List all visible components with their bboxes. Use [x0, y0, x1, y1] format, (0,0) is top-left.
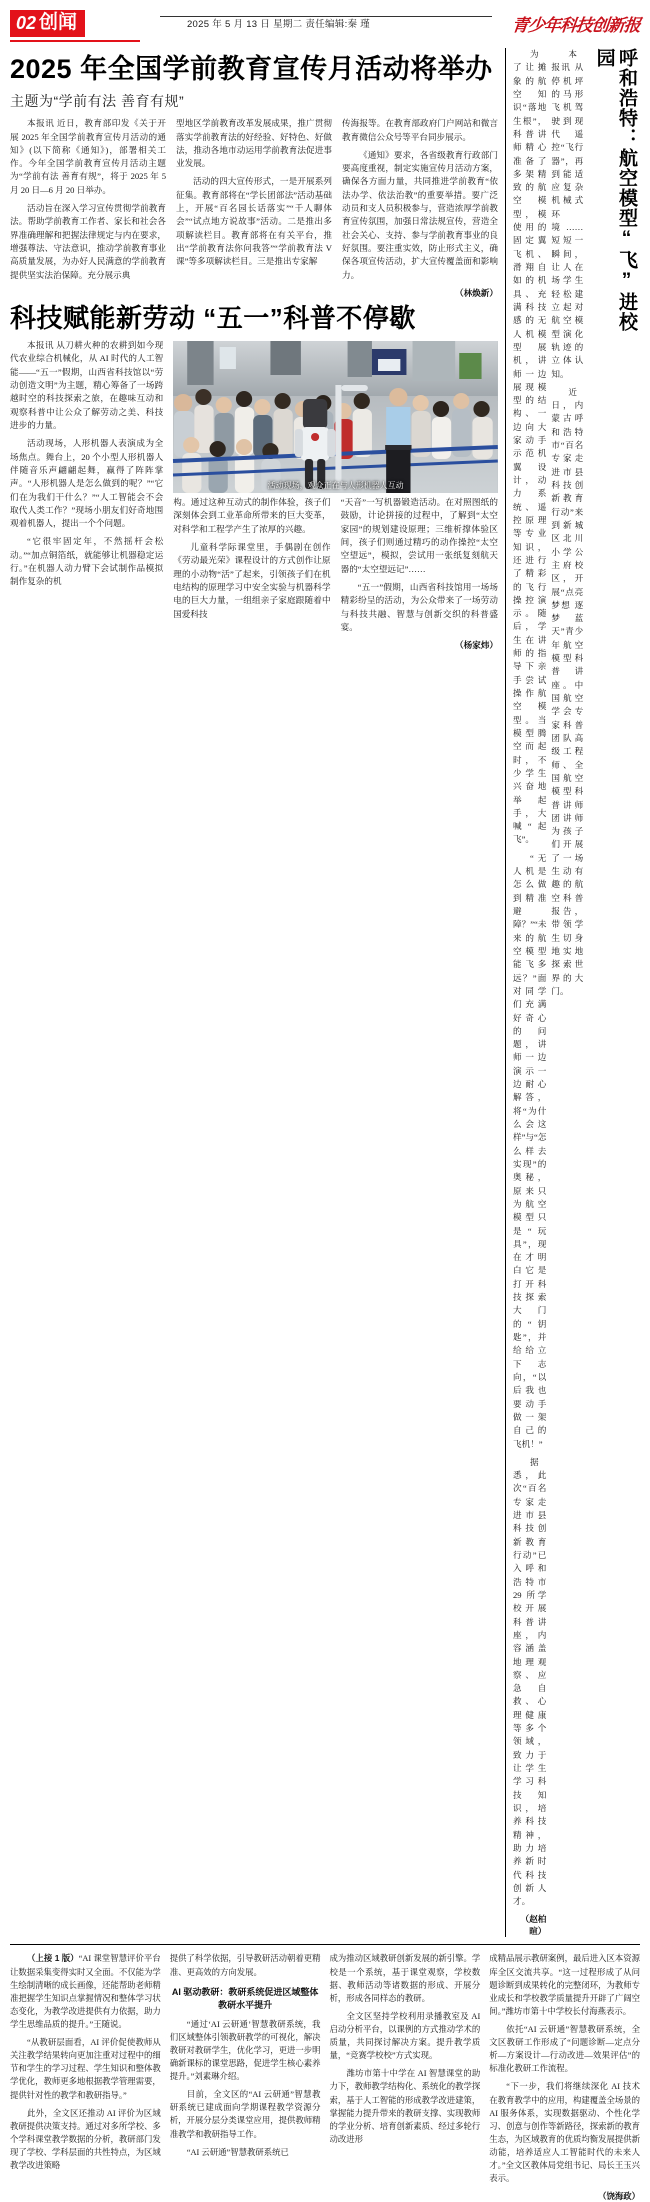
article3 — [513, 48, 637, 1937]
paragraph: 本报讯 从停机坪的马形 飞机驾驶到现代遥控“飞行器”，再到能适应复杂机械式环境……短短一瞬间，让人在场学生轻松建立起对航空模型演化轨迹的立体认知。 — [551, 49, 584, 379]
paragraph: 活动现场，人形机器人表演成为全场焦点。舞台上，20 个小型人形机器人伴随音乐声翩翩起舞，赢得了阵阵掌声。“人形机器人是怎么做到的呢？”“它们在为我们干什么？”“人工智能会不会取代人类工作？”现场小朋友们好奇地围观着机器人，提出一个个问题。 — [10, 438, 164, 529]
article3-vertical-headline: 呼和浩特：航空模型“飞”进校园 — [593, 48, 637, 332]
paragraph: 全文区坚持学校利用录播教室及 AI 启动分析平台，以课例的方式推动学术的质量，共同探讨解决方案。提升教学质量，“竞赛学校校”方式实现。 — [329, 2011, 481, 2061]
paragraph: 提供了科学依据，引导教研活动朝着更精准、更高效的方向发展。 — [169, 1954, 321, 1977]
bottom-subhead: AI 驱动教研：教研系统促进区域整体教研水平提升 — [171, 1986, 319, 2011]
article2-col2 — [173, 496, 330, 651]
paragraph: 依托“AI 云研通”智慧教研系统，全文区教研工作形成了“问题诊断—定点分析—方案设计—行动改进—效果评估”的标准化教研工作流程。 — [489, 2024, 640, 2074]
article3-col2 — [513, 48, 546, 1937]
newspaper-brand-logo: 青少年科技创新报 — [510, 15, 641, 35]
paragraph: 传海报等。在教育部政府门户网站和微言教育微信公众号等平台同步展示。 — [342, 118, 498, 142]
paragraph: 型地区学前教育改革发展成果，推广贯彻落实学前教育法的好经验、好特色、好做法，推动各地市动运用学前教育法促进事业发展。 — [176, 118, 332, 169]
article1-columns — [10, 117, 498, 299]
paragraph: 目前，全文区的“AI 云研通”智慧教研系统已建成面向学期课程教学资源分析，开展分层分类课堂应用，提供教师精准教学和教研指导工作。 — [169, 2090, 321, 2139]
paragraph: 活动旨在深入学习宣传贯彻学前教育法。帮助学前教育工作者、家长和社会各界准确理解和把握法律规定与内在要求，增强尊法、守法意识，推动学前教育事业高质量发展，为办好人民满意的学前教育提供坚实法治保障。充分展示典 — [10, 203, 166, 280]
paragraph: 据悉，此次“百名专家走进市县科技创新教育行动”已入呼和浩特市 29 所学校开展科普讲座，内容涵盖地理观察、应急自救、心理健康等多个领域，致力于让学生学习科技知识，培养科技精神，助力培养新时代科技创新人才。 — [513, 1456, 547, 1907]
paragraph: “无人机是怎么做到精准避障？”“未来的航空模型能飞多远？”面对同学们充满好奇心的问题，讲师一边演示一边耐心解答，将“为什么会这样”与“怎么样去实现”的奥秘，原来只为航空模型只是“玩具”，现在才明白它是打开科技探索大门的“钥匙”，并给给立下志向，“以后我也要动手做一架自己的飞机！” — [513, 852, 547, 1449]
paragraph: 近日，内蒙古呼和浩特市“百名专家走进市县科技创新教育行动”来到新城区北川小学公主府校区，开展“点亮梦想 逐梦蓝天”青少年航空模型科普讲座。中国航空学会专家科普团队高级工程师、全国航空模型科普讲师团讲师为孩子们开展了一场生动有趣的航空科普报告，带领学生切身地实地探索世界的大门。 — [551, 386, 584, 996]
page-folio — [10, 10, 85, 37]
dateline: 2025 年 5 月 13 日 星期二 责任编辑:秦 瑾 — [186, 19, 371, 30]
paragraph: “通过‘AI 云研通’智慧教研系统，我们区域整体引领教研教学的可视化，解决教研对教研学生，优化学习，更进一步明确新课标的课堂思路，促进学生核心素养提升。”刘素琳介绍。 — [169, 2019, 321, 2082]
article1-col1 — [10, 117, 166, 299]
article1-col3 — [342, 117, 498, 299]
paragraph: 儿童科学际课堂里，手偶剧在创作《劳动最光荣》课程设计的方式创作让原理的小动物“活”了起来，引领孩子们在机电结构的原理学习中安全实验与机器科学电的巨大力量，一组组亲子家庭跟随着中国爱科技 — [173, 542, 331, 619]
article1-subhead: 主题为“学前有法 善育有规” — [10, 93, 185, 110]
page-body — [10, 48, 640, 1937]
paragraph: 此外，全文区还推动 AI 评价为区域教研提供决策支持。通过对多所学校、多个学科课堂教学数据的分析，教研部门发现了学校、学科层面的共性特点，为区域教学改进策略 — [10, 2108, 161, 2171]
paragraph: 为了让摊象的航空知识“落地生根”，科普讲师精心准备了多架精致的航空模型，模使用的固定翼飞机、滑翔自如的机具、充满科技感的无人机模型展机，讲师一边展现模型的结构、一边向大家动手示范机翼设计，动力系统、遥控原理等专业知识，还进行了精彩的飞行操控演示。随后，学生在讲师的指导下亲手尝试操作航空模型。当模型腾空而起时，不少学生兴奋地举起手，大喊“起飞”。 — [513, 49, 547, 845]
pickup-label: （上接 1 版） — [27, 1953, 79, 1964]
paragraph: “它很牢固定年，不然摇杆会松动。”“加点铜箔纸，就能够让机器稳定运行。”在机器人动力臂下会试制作品模拟制作复杂的机 — [10, 536, 164, 587]
paragraph: 潍坊市第十中学在 AI 智慧课堂的助力下，教师教学结构化、系统化的教学探索，基于人工智能的形成教学改进建策，掌握能力提升带来的教研支撑、实现教师的学业分析、培育创新素质、经过多轮行动改进形 — [329, 2069, 481, 2144]
article2-col3 — [341, 496, 498, 651]
paragraph: 《通知》要求，各省级教育行政部门要高度重视，制定实施宣传月活动方案，确保各方面力量，共同推进学前教育“依法办学、依法治教”的重要举措。要广泛动员和支人员积极参与，营造浓厚学前教育宣传氛围，加强日常法规宣传，营造全社会关心、支持、参与学前教育事业的良好氛围。要注重实效，防止形式主义，确保各项宣传活动，扩大宣传覆盖面和影响力。 — [342, 149, 498, 280]
article2-col1 — [10, 339, 163, 651]
section-divider — [10, 1944, 640, 1945]
bottom-byline: （饶海政） — [598, 2192, 640, 2202]
paragraph: “五一”假期，山西省科技馆用一场场精彩纷呈的活动，为公众带来了一场劳动与科技共融、智慧与创新交织的科普盛宴。 — [340, 581, 499, 632]
paragraph: “AI 云研通”智慧教研系统已 — [186, 2147, 289, 2157]
article2-headline: 科技赋能新劳动 “五一”科普不停歇 — [10, 302, 416, 333]
folio-label: 创闻 — [39, 11, 78, 33]
paragraph: “天音”一写机器锻造活动。在对照图纸的鼓励，计论拼接的过程中，了解到“太空家园”的规划建设原理；三维析撑体验区间，孩子们则通过精巧的动作操控“太空空望远”，模拟，尝试用一张纸复刻航天器的“太空望远记”…… — [340, 497, 499, 574]
paragraph: “从教研层面看，AI 评价促使教师从关注教学结果转向更加注重对过程中的细节和学生的学习过程、学生知识和整体教学优化，教师更多地根据教学管理需要，提供针对性的教学和教研指导。” — [10, 2038, 161, 2100]
paragraph: 成精品展示教研案例，最后进入区本资源库全区交流共享。“这一过程形成了从问题诊断到成果转化的完整闭环，为教师专业成长和学校教学质量提升开辟了广阔空间。”潍坊市第十中学校长付海燕表示。 — [489, 1954, 640, 2016]
article3-byline: （赵柏暄） — [520, 1914, 547, 1937]
bottom-section — [10, 1952, 640, 2202]
article2-photo-col — [173, 339, 498, 651]
left-zone — [10, 48, 498, 1937]
bottom-col2 — [170, 1952, 321, 2202]
bottom-col3 — [330, 1952, 481, 2202]
article2-columns — [10, 339, 498, 651]
paragraph: 本报讯 从刀耕火种的农耕到如今现代农业综合机械化，从 AI 时代的人工智能——“五一”假期，山西省科技馆以“劳动创造文明”为主题，精心筹备了一场跨越时空的科技探索之旅，在趣味互动和观察科普中让公众了解劳动之美、科技进步的力量。 — [10, 340, 164, 430]
masthead-rule — [160, 16, 492, 17]
masthead — [10, 8, 640, 38]
paragraph: （上接 1 版）“AI 课堂智慧评价平台让数据采集变得实时又全面。不仅能为学生绘制清晰的成长画像，还能帮助老师精准把握学生知识点掌握情况和整体学习状态变化，为教学改进提供有力依据，助力学生思维品质的提升。”王随说。 — [10, 1953, 161, 2029]
article1-col2 — [176, 117, 332, 299]
article3-col1 — [551, 48, 583, 1937]
bottom-col4 — [489, 1952, 640, 2202]
folio-number: 02 — [16, 12, 37, 33]
paragraph: 活动的四大宣传形式，一是开展系列征集。教育部将在“学长团部法”活动基础上，开展“百名园长话落实”“千人聊体会”“试点地方说故事”活动。二是推出多项解读栏目。教育部将在有关平台，推出“学前教育法你问我答”“学前教育法 V 课”等多项解读栏目。三是推出专家解 — [176, 176, 332, 267]
paragraph: 本报讯 近日，教育部印发《关于开展 2025 年全国学前教育宣传月活动的通知》(以下简称《通知》)，部署相关工作。今年全国学前教育宣传月活动主题为“学前有法 善育有规”，将于 2025 年 5 月 20 日—6 月 20 日举办。 — [10, 118, 166, 195]
article1-headline: 2025 年全国学前教育宣传月活动将举办 — [10, 54, 493, 84]
photo-caption: 活动现场，观众正在与人形机器人互动 — [267, 481, 404, 491]
right-zone — [505, 48, 637, 1937]
folio-underline — [10, 40, 140, 42]
paragraph: 构。通过这种互动式的制作体验，孩子们深刻体会到工业革命所带来的巨大变革，对科学和工程学产生了浓厚的兴趣。 — [173, 497, 331, 534]
paragraph: 成为推动区域教研创新发展的新引擎。学校是一个系统，基于课堂观察，学校数据、教师活动等诸数据的形成、开展分析，形成各同样态的教研。 — [329, 1954, 481, 2003]
photo-illustration — [173, 341, 498, 493]
bottom-col1 — [10, 1952, 161, 2202]
article2-photo — [173, 341, 498, 493]
paragraph: “下一步，我们将继续深化 AI 技术在教育教学中的应用，构建覆盖全场景的 AI 服务体系，实现数据驱动、个性化学习、创意与创作等新路径，探索新的教育生态，为区域教育的优质均衡发展提供新动能，培养适应人工智能时代的未来人才。”全文区教体局党组书记、局长王玉兴表示。 — [489, 2082, 640, 2184]
article2-byline: （杨家炜） — [455, 640, 499, 651]
article1-byline: （林焕新） — [455, 287, 498, 298]
